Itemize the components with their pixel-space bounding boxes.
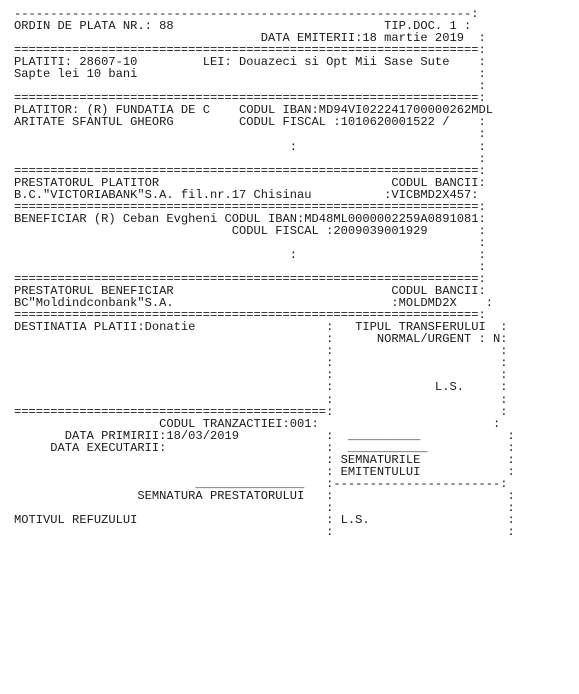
document-line: : :: [14, 247, 486, 262]
document-line: CODUL FISCAL :2009039001929 :: [14, 223, 486, 238]
document-line: : SEMNATURILE :: [14, 452, 515, 467]
payment-order-document: [14, 8, 515, 538]
document-line: : :: [14, 525, 515, 540]
document-line: : :: [14, 368, 508, 383]
document-line: :: [14, 259, 486, 274]
document-line: ===========================================: :: [14, 404, 508, 419]
document-line: ================================================================:: [14, 91, 486, 106]
document-line: : :: [14, 356, 508, 371]
document-line: ================================================================:: [14, 272, 486, 287]
document-line: :: [14, 235, 486, 250]
document-line: : :: [14, 392, 508, 407]
document-line: : EMITENTULUI :: [14, 464, 515, 479]
document-line: ================================================================:: [14, 199, 486, 214]
document-line: MOTIVUL REFUZULUI : L.S. :: [14, 512, 515, 527]
document-line: ARITATE SFANTUL GHEORG CODUL FISCAL :1010620001522 / :: [14, 115, 486, 130]
document-line: _______________ :-----------------------:: [14, 476, 508, 491]
document-line: : :: [14, 500, 515, 515]
document-line: PLATITOR: (R) FUNDATIA DE C CODUL IBAN:MD94VI022241700000262MDL: [14, 103, 493, 118]
document-line: ================================================================:: [14, 308, 486, 323]
document-line: DATA PRIMIRII:18/03/2019 : __________ :: [14, 428, 515, 443]
document-line: : :: [14, 344, 508, 359]
document-line: Sapte lei 10 bani :: [14, 67, 486, 82]
document-line: : :: [14, 139, 486, 154]
document-line: :: [14, 151, 486, 166]
document-line: PRESTATORUL BENEFICIAR CODUL BANCII:: [14, 284, 486, 299]
document-line: PRESTATORUL PLATITOR CODUL BANCII:: [14, 175, 486, 190]
document-line: ================================================================:: [14, 163, 486, 178]
document-line: DATA EXECUTARII: : ___________ :: [14, 440, 515, 455]
document-line: BENEFICIAR (R) Ceban Evgheni CODUL IBAN:MD48ML0000002259A0891081:: [14, 211, 486, 226]
document-line: DESTINATIA PLATII:Donatie : TIPUL TRANSFERULUI :: [14, 320, 508, 335]
document-line: CODUL TRANZACTIEI:001: :: [14, 416, 501, 431]
document-line: PLATITI: 28607-10 LEI: Douazeci si Opt Mii Sase Sute :: [14, 55, 486, 70]
document-line: :: [14, 127, 486, 142]
document-line: DATA EMITERII:18 martie 2019 :: [14, 31, 486, 46]
document-line: : L.S. :: [14, 380, 508, 395]
document-line: SEMNATURA PRESTATORULUI : :: [14, 488, 515, 503]
document-line: ORDIN DE PLATA NR.: 88 TIP.DOC. 1 :: [14, 19, 472, 34]
document-line: ================================================================:: [14, 43, 486, 58]
document-line: : NORMAL/URGENT : N:: [14, 332, 508, 347]
document-line: BC"Moldindconbank"S.A. :MOLDMD2X :: [14, 296, 493, 311]
document-line: B.C."VICTORIABANK"S.A. fil.nr.17 Chisinau :VICBMD2X457:: [14, 187, 479, 202]
document-line: ---------------------------------------------------------------:: [14, 7, 479, 21]
document-line: :: [14, 79, 486, 94]
